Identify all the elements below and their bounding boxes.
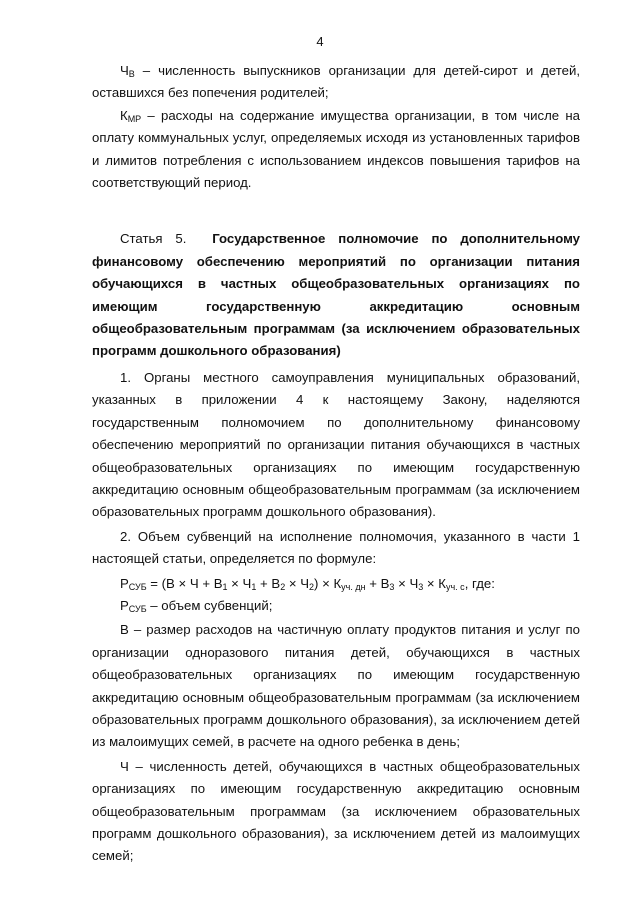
definition-text: – расходы на содержание имущества организации, в том числе на оплату коммунальных услуг, определяемых исходя из установленных тарифов и лимитов потребления с использованием индексов повышения тарифов на соответствующий период. [92, 107, 580, 191]
formula-sub: уч. дн [341, 581, 366, 592]
formula-sub: 2 [280, 581, 286, 592]
paragraph-1: 1. Органы местного самоуправления муниципальных образований, указанных в приложении 4 к настоящему Закону, наделяются государственным полномочием по дополнительному финансовому обеспечению мероприятий по организации питания обучающихся в частных общеобразовательных организациях по имеющим государственную аккредитацию основным общеобразовательным программам (за исключением образовательных программ дошкольного образования). [92, 369, 580, 520]
definition-text: – численность выпускников организации для детей-сирот и детей, оставшихся без попечения родителей; [92, 63, 580, 101]
formula-sub: 3 [418, 581, 424, 592]
formula-sub: уч. с [445, 581, 465, 592]
definition-chv [92, 60, 580, 105]
formula-part: × Ч [285, 575, 310, 591]
page-number: 4 [316, 34, 324, 49]
formula-part: + В [365, 575, 390, 591]
symbol-subscript: СУБ [128, 603, 147, 614]
article-heading [92, 228, 580, 362]
definition-ch [92, 756, 580, 868]
formula-part: + В [256, 575, 281, 591]
symbol: Ч [120, 758, 129, 774]
symbol: В [120, 622, 129, 638]
definition-kmr [92, 105, 580, 195]
formula [92, 573, 580, 595]
definition-text: – численность детей, обучающихся в частных общеобразовательных организациях по имеющим государственную аккредитацию основным общеобразовательным программам (за исключением образовательных программ дошкольного образования), за исключением детей из малоимущих семей; [92, 758, 580, 864]
definition-v [92, 619, 580, 753]
definition-text: – объем субвенций; [146, 597, 273, 613]
symbol-subscript: МР [127, 113, 142, 124]
formula-part: = (В × Ч + В [146, 575, 223, 591]
article-title: Государственное полномочие по дополнительному финансовому обеспечению мероприятий по организации питания обучающихся в частных общеобразовательных организациях по имеющим государственную аккредитацию основным общеобразовательным программам (за исключением образовательных программ дошкольного образования) [92, 231, 580, 359]
formula-part: , где: [464, 575, 495, 591]
formula-sub: 2 [309, 581, 315, 592]
paragraph-2: 2. Объем субвенций на исполнение полномочия, указанного в части 1 настоящей статьи, определяется по формуле: [92, 528, 580, 567]
formula-sub: 1 [222, 581, 228, 592]
definition-text: – размер расходов на частичную оплату продуктов питания и услуг по организации одноразового питания детей, обучающихся в частных общеобразовательных организациях по имеющим государственную аккредитацию основным общеобразовательным программам (за исключением образовательных программ дошкольного образования), за исключением детей из малоимущих семей, в расчете на одного ребенка в день; [92, 622, 580, 750]
formula-part: ) × К [314, 575, 342, 591]
formula-lhs: Р [120, 575, 129, 591]
formula-part: × Ч [227, 575, 252, 591]
symbol: Ч [120, 63, 129, 78]
symbol: К [120, 107, 128, 123]
symbol: Р [120, 597, 129, 613]
formula-sub: 1 [251, 581, 257, 592]
definition-rsub [92, 595, 580, 617]
formula-part: × Ч [394, 575, 419, 591]
page-body [92, 60, 580, 868]
formula-part: × К [423, 575, 446, 591]
formula-lhs-sub: СУБ [128, 581, 147, 592]
formula-sub: 3 [389, 581, 395, 592]
symbol-subscript: В [128, 69, 135, 79]
article-label: Статья 5. [120, 231, 187, 247]
